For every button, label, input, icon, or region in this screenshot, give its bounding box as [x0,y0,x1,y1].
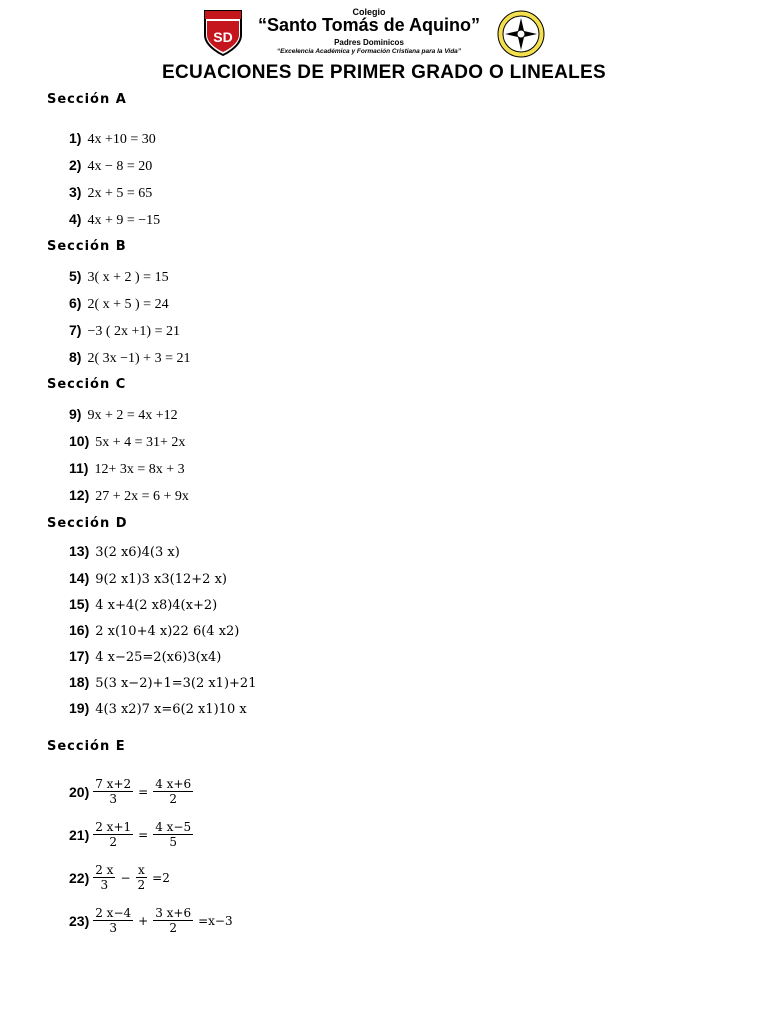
minus-sign: − [120,870,131,885]
equals-sign: = [138,827,149,842]
exercise-7 [69,322,180,340]
exercise-number: 15) [69,596,90,612]
exercise-number: 13) [69,543,90,559]
exercise-number: 22) [69,869,90,886]
numerator: x [137,863,145,877]
exercise-number: 2) [69,157,82,173]
denominator: 2 [169,921,177,935]
page-title: ECUACIONES DE PRIMER GRADO O LINEALES [162,62,606,83]
equation: 3(2 x6)4(3 x) [95,545,180,560]
exercise-12 [69,487,189,505]
exercise-number: 16) [69,622,90,638]
equation: −3 ( 2x +1) = 21 [87,324,180,339]
exercise-4 [69,211,160,229]
plus-sign: + [138,913,149,928]
equation: 12+ 3x = 8x + 3 [94,462,185,477]
right-hand-side: =2 [152,870,170,885]
denominator: 2 [137,878,146,892]
equation: 4x +10 = 30 [87,132,156,147]
exercise-18 [69,674,256,691]
numerator: 2 x [95,863,114,877]
equation: 2 x(10+4 x)22 6(4 x2) [95,624,240,639]
exercise-17 [69,648,221,665]
denominator: 3 [109,792,117,806]
equation: 2( x + 5 ) = 24 [87,297,169,312]
equation: 2( 3x −1) + 3 = 21 [87,351,191,366]
denominator: 3 [109,921,117,935]
exercise-number: 12) [69,487,90,503]
exercise-3 [69,184,152,202]
exercise-number: 14) [69,570,90,586]
section-c-heading: Sección C [47,377,127,392]
exercise-5 [69,268,169,286]
denominator: 2 [109,835,117,849]
exercise-number: 8) [69,349,82,365]
equation: 27 + 2x = 6 + 9x [95,489,189,504]
exercise-21 [69,820,193,849]
section-d-heading: Sección D [47,516,128,531]
header-padres: Padres Dominicos [334,38,404,47]
exercise-number: 18) [69,674,90,690]
header-colegio: Colegio [352,7,386,17]
school-name: “Santo Tomás de Aquino” [257,15,480,35]
fraction [93,820,133,849]
equation: 4 x+4(2 x8)4(x+2) [95,598,218,613]
equation: 9(2 x1)3 x3(12+2 x) [95,572,227,587]
exercise-16 [69,622,239,639]
shield-letters: SD [213,29,233,45]
fraction [136,863,148,892]
denominator: 5 [169,835,177,849]
exercise-10 [69,433,185,451]
exercise-19 [69,700,247,717]
fraction [93,777,133,806]
equation: 4(3 x2)7 x=6(2 x1)10 x [95,702,247,717]
exercise-number: 5) [69,268,82,284]
exercise-number: 1) [69,130,82,146]
fraction [153,777,193,806]
exercise-14 [69,570,227,587]
exercise-number: 7) [69,322,82,338]
equation: 5x + 4 = 31+ 2x [95,435,186,450]
exercise-9 [69,406,178,424]
fraction [93,863,115,892]
exercise-number: 3) [69,184,82,200]
fraction [153,906,193,935]
exercise-15 [69,596,217,613]
equation: 4x + 9 = −15 [87,213,161,228]
exercise-23 [69,906,234,935]
equation: 3( x + 2 ) = 15 [87,270,169,285]
numerator: 7 x+2 [95,777,132,791]
exercise-number: 9) [69,406,82,422]
school-motto: “Excelencia Académica y Formación Cristiana para la Vida” [276,48,462,55]
numerator: 2 x+1 [95,820,132,834]
exercise-number: 11) [69,460,89,476]
numerator: 2 x−4 [95,906,132,920]
exercise-number: 19) [69,700,90,716]
equation: 9x + 2 = 4x +12 [87,408,178,423]
fraction [153,820,193,849]
numerator: 4 x+6 [155,777,192,791]
exercise-11 [69,460,185,478]
exercise-number: 23) [69,912,90,929]
denominator: 2 [169,792,177,806]
exercise-13 [69,543,180,560]
exercise-8 [69,349,190,367]
exercise-number: 4) [69,211,82,227]
section-e-heading: Sección E [47,739,126,754]
right-hand-side: =x−3 [198,913,233,928]
exercise-number: 20) [69,783,90,800]
section-b-heading: Sección B [47,239,127,254]
exercise-number: 10) [69,433,90,449]
equation: 2x + 5 = 65 [87,186,153,201]
section-a-heading: Sección A [47,92,127,107]
numerator: 3 x+6 [155,906,192,920]
exercise-20 [69,777,193,806]
equation: 4x − 8 = 20 [87,159,153,174]
equation: 4 x−25=2(x6)3(x4) [95,650,222,665]
exercise-2 [69,157,152,175]
numerator: 4 x−5 [155,820,192,834]
exercise-number: 21) [69,826,90,843]
exercise-number: 6) [69,295,82,311]
exercise-1 [69,130,156,148]
denominator: 3 [100,878,109,892]
dominican-seal-logo [496,9,546,59]
equals-sign: = [138,784,149,799]
exercise-6 [69,295,169,313]
exercise-number: 17) [69,648,90,664]
equation: 5(3 x−2)+1=3(2 x1)+21 [95,676,257,691]
exercise-22 [69,863,171,892]
fraction [93,906,133,935]
